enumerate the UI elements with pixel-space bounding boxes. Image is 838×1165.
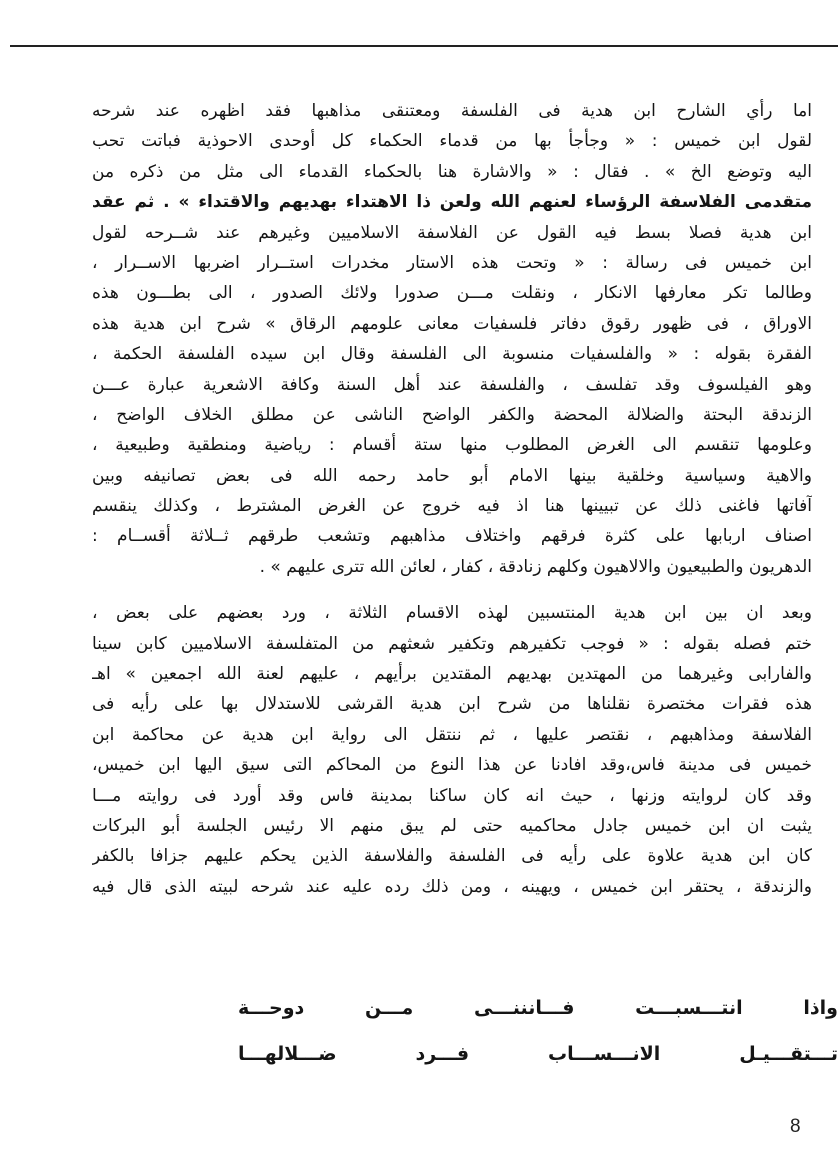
text-line: لقول ابن خميس : « وجأجأ بها من قدماء الحكماء كل أوحدى الاحوذية فباتت تحب [92,131,812,152]
verse-line: تـــتقـــيـل الانـــســـاب فـــرد ضـــلالهـــا [238,1043,838,1065]
text-line: وبعد ان بين ابن هدية المنتسبين لهذه الاقسام الثلاثة ، ورد بعضهم على بعض ، [92,603,812,624]
text-line: الفقرة بقوله : « والفلسفيات منسوبة الى الفلسفة وقال ابن سيده الفلسفة الحكمة ، [92,344,812,365]
text-line: كان ابن هدية علاوة على رأيه فى الفلسفة والفلاسفة الذين يحكم عليهم جزافا بالكفر [92,846,812,867]
text-line: ختم فصله بقوله : « فوجب تكفيرهم وتكفير شعثهم من المتفلسفة الاسلاميين كابن سينا [92,633,812,654]
text-line: ابن هدية فصلا بسط فيه القول عن الفلاسفة الاسلاميين وغيرهم عند شــرحه لقول [92,222,812,243]
text-line: الفلاسفة ومذاهبهم ، نقتصر عليها ، ثم ننتقل الى رواية ابن هدية عن محاكمة ابن [92,724,812,745]
text-line: الزندقة البحتة والضلالة المحضة والكفر الواضح الناشى عن مطلق الخلاف الواضح ، [92,404,812,425]
text-line: هذه فقرات مختصرة نقلناها من شرح ابن هدية القرشى للاستدلال بها على رأيه فى [92,694,812,715]
page-body [92,96,812,902]
text-line: اصناف اربابها على كثرة فرقهم واختلاف مذاهبهم وتشعب طرقهم ثــلاثة أقســام : [92,526,812,547]
text-line: الاوراق ، فى ظهور رقوق دفاتر فلسفيات معانى علومهم الرقاق » شرح ابن هدية هذه [92,313,812,334]
poem-verse [0,985,838,1077]
text-line: والاهية وسياسية وخلقية بينها الامام أبو حامد رحمه الله فى بعض تصانيفه وبين [92,465,812,486]
text-line: الدهريون والطبيعيون والالاهيون وكلهم زنادقة ، كفار ، لعائن الله تترى عليهم » . [259,556,812,577]
text-line: والفارابى وغيرهما من المهتدين بهديهم المقتدين برأيهم ، عليهم لعنة الله اجمعين » اهـ [92,664,812,685]
paragraph-1 [92,96,812,582]
text-line: يثبت ان ابن خميس جادل محاكميه حتى لم يبق منهم الا رئيس الجلسة أبو البركات [92,815,812,836]
text-line: اما رأي الشارح ابن هدية فى الفلسفة ومعتنقى مذاهبها فقد اظهره عند شرحه [92,101,812,121]
text-line: والزندقة ، يحتقر ابن خميس ، ويهينه ، ومن ذلك رده عليه عند شرحه لبيته الذى قال فيه [92,876,812,897]
page-number: 8 [790,1116,801,1137]
text-line: متقدمى الفلاسفة الرؤساء لعنهم الله ولعن ذا الاهتداء بهديهم والاقتداء » . ثم عقد [92,192,812,213]
text-line: وعلومها تنقسم الى الغرض المطلوب منها ستة أقسام : رياضية ومنطقية وطبيعية ، [92,435,812,456]
text-line: خميس فى مدينة فاس،وقد افادنا عن هذا النوع من المحاكم التى سيق اليها ابن خميس، [92,755,812,776]
text-line: آفاتها فاغنى ذلك عن تبيينها هنا اذ فيه خروج عن الغرض المشترط ، وكذلك ينقسم [92,496,812,517]
header-rule [10,45,838,47]
verse-line: واذا انتـــسبـــت فـــانننـــى مـــن دوحـــة [238,997,838,1019]
text-line: اليه وتوضع الخ » . فقال : « والاشارة هنا بالحكماء القدماء الى مثل من ذكره من [92,161,812,182]
paragraph-2 [92,598,812,902]
text-line: وقد كان لروايته وزنها ، حيث انه كان ساكنا بمدينة فاس وقد أورد فى روايته مـــا [92,785,812,806]
paragraph-gap [92,582,812,598]
text-line: وهو الفيلسوف وقد تفلسف ، والفلسفة عند أهل السنة وكافة الاشعرية عبارة عـــن [92,374,812,395]
text-line: ابن خميس فى رسالة : « وتحت هذه الاستار مخدرات استــرار اضربها الاســرار ، [92,252,812,273]
text-line: وطالما تكر معارفها الانكار ، ونقلت مـــن صدورا ولائك الصدور ، الى بطـــون هذه [92,283,812,304]
